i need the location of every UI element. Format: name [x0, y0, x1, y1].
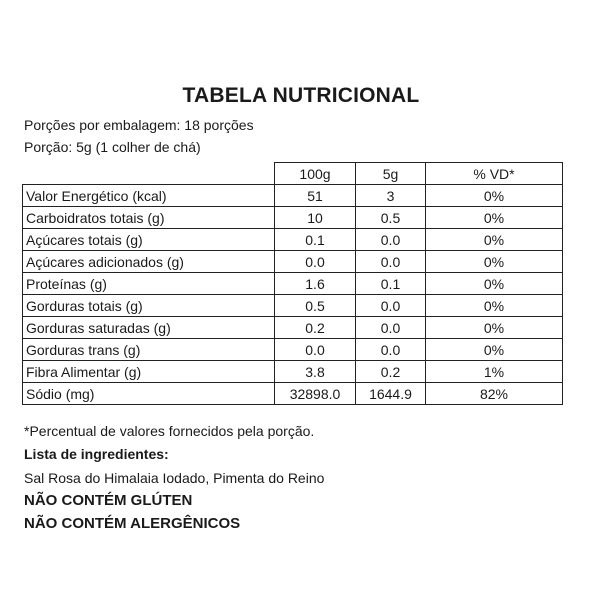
value-100g: 1.6 [275, 273, 356, 295]
nutrient-name: Carboidratos totais (g) [23, 207, 275, 229]
value-vd: 0% [426, 273, 563, 295]
value-5g: 0.0 [356, 229, 426, 251]
value-5g: 0.0 [356, 251, 426, 273]
table-row [23, 317, 563, 339]
value-5g: 3 [356, 185, 426, 207]
value-100g: 0.0 [275, 339, 356, 361]
table-row [23, 295, 563, 317]
value-100g: 0.5 [275, 295, 356, 317]
value-100g: 0.0 [275, 251, 356, 273]
nutrient-name: Fibra Alimentar (g) [23, 361, 275, 383]
value-5g: 0.1 [356, 273, 426, 295]
value-100g: 32898.0 [275, 383, 356, 405]
value-vd: 0% [426, 339, 563, 361]
vd-footnote: *Percentual de valores fornecidos pela porção. [24, 423, 315, 439]
servings-per-package: Porções por embalagem: 18 porções [24, 117, 254, 133]
value-vd: 1% [426, 361, 563, 383]
value-vd: 0% [426, 317, 563, 339]
value-100g: 51 [275, 185, 356, 207]
nutrient-name: Gorduras saturadas (g) [23, 317, 275, 339]
gluten-warning: NÃO CONTÉM GLÚTEN [24, 492, 193, 509]
value-vd: 0% [426, 207, 563, 229]
label-title: TABELA NUTRICIONAL [182, 84, 420, 107]
table-row [23, 251, 563, 273]
portion-size: Porção: 5g (1 colher de chá) [24, 139, 201, 155]
nutrition-table [22, 162, 563, 405]
value-vd: 0% [426, 295, 563, 317]
table-row [23, 207, 563, 229]
value-5g: 0.5 [356, 207, 426, 229]
table-row [23, 273, 563, 295]
value-vd: 82% [426, 383, 563, 405]
header-vd: % VD* [426, 163, 563, 185]
value-100g: 0.1 [275, 229, 356, 251]
nutrient-name: Gorduras totais (g) [23, 295, 275, 317]
value-100g: 10 [275, 207, 356, 229]
nutrient-name: Açúcares adicionados (g) [23, 251, 275, 273]
value-5g: 1644.9 [356, 383, 426, 405]
table-row [23, 339, 563, 361]
value-5g: 0.0 [356, 295, 426, 317]
table-row [23, 229, 563, 251]
table-row [23, 361, 563, 383]
value-vd: 0% [426, 185, 563, 207]
table-row [23, 383, 563, 405]
table-row [23, 185, 563, 207]
table-header-row [23, 163, 563, 185]
value-vd: 0% [426, 229, 563, 251]
value-100g: 0.2 [275, 317, 356, 339]
value-5g: 0.0 [356, 339, 426, 361]
nutrient-name: Proteínas (g) [23, 273, 275, 295]
value-5g: 0.2 [356, 361, 426, 383]
value-5g: 0.0 [356, 317, 426, 339]
header-100g: 100g [275, 163, 356, 185]
header-blank [23, 163, 275, 185]
value-vd: 0% [426, 251, 563, 273]
nutrient-name: Sódio (mg) [23, 383, 275, 405]
ingredients-list: Sal Rosa do Himalaia Iodado, Pimenta do Reino [24, 470, 325, 486]
nutrient-name: Açúcares totais (g) [23, 229, 275, 251]
nutrient-name: Gorduras trans (g) [23, 339, 275, 361]
allergen-warning: NÃO CONTÉM ALERGÊNICOS [24, 515, 241, 532]
ingredients-title: Lista de ingredientes: [24, 446, 169, 462]
nutrient-name: Valor Energético (kcal) [23, 185, 275, 207]
header-5g: 5g [356, 163, 426, 185]
value-100g: 3.8 [275, 361, 356, 383]
